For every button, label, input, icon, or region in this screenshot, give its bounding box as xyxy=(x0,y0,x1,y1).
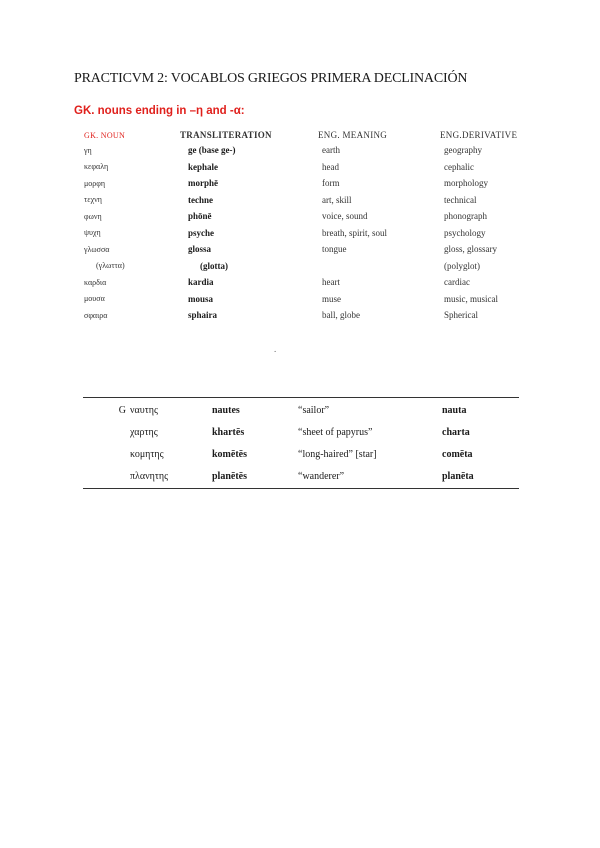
transliteration: glossa xyxy=(188,244,212,255)
transliteration: komētēs xyxy=(212,448,247,460)
gk-noun: σφαιρα xyxy=(84,310,108,320)
eng-meaning: “sailor” xyxy=(298,404,330,416)
gk-noun: μουσα xyxy=(84,294,105,304)
transliteration: ge (base ge-) xyxy=(188,145,236,156)
eng-derivative: morphology xyxy=(444,178,488,189)
latin-derivative: nauta xyxy=(442,404,467,416)
gk-noun: μορφη xyxy=(84,178,106,188)
gk-noun-cell xyxy=(84,465,212,487)
latin-derivative: planēta xyxy=(442,470,474,482)
section-subtitle: GK. nouns ending in –η and -α: xyxy=(74,105,245,117)
eng-derivative: Spherical xyxy=(444,310,478,321)
table-row xyxy=(84,142,554,159)
page-title: PRACTICVM 2: VOCABLOS GRIEGOS PRIMERA DECLINACIÓN xyxy=(74,71,468,86)
table-row xyxy=(84,258,554,275)
transliteration: phōnē xyxy=(188,211,212,222)
gk-noun: κομητης xyxy=(130,448,164,460)
eng-meaning: “sheet of papyrus” xyxy=(298,426,373,438)
latin-derivative: comēta xyxy=(442,448,473,460)
table-row xyxy=(84,307,554,324)
eng-meaning: tongue xyxy=(322,244,347,255)
eng-meaning: muse xyxy=(322,293,341,304)
gk-noun: τεχνη xyxy=(84,195,102,205)
table-bottom-rule xyxy=(83,488,519,489)
eng-meaning: voice, sound xyxy=(322,211,368,222)
gk-noun-cell xyxy=(84,399,212,421)
gk-noun-cell xyxy=(84,443,212,465)
eng-meaning: breath, spirit, soul xyxy=(322,227,387,238)
eng-meaning: “wanderer” xyxy=(298,470,345,482)
table-row xyxy=(84,159,554,176)
gk-prefix: G xyxy=(118,404,126,416)
eng-derivative: gloss, glossary xyxy=(444,244,498,255)
eng-derivative: cardiac xyxy=(444,277,470,288)
vocab-table-masculine-nouns xyxy=(84,399,474,487)
gk-noun: φωνη xyxy=(84,211,102,221)
gk-noun: γη xyxy=(84,145,92,155)
table-top-rule xyxy=(83,397,519,398)
gk-noun: καρδια xyxy=(84,277,107,287)
table-row xyxy=(84,274,554,291)
table-row xyxy=(84,421,474,443)
table-header-row xyxy=(84,128,554,142)
transliteration: kardia xyxy=(188,277,214,288)
gk-noun: (γλωττα) xyxy=(96,261,125,271)
eng-derivative: cephalic xyxy=(444,161,474,172)
table-row xyxy=(84,291,554,308)
gk-noun: κεφαλη xyxy=(84,162,109,172)
header-gk-noun: GK. NOUN xyxy=(84,130,126,140)
transliteration: morphē xyxy=(188,178,218,189)
table-row xyxy=(84,399,474,421)
table-row xyxy=(84,443,474,465)
gk-noun: γλωσσα xyxy=(84,244,110,254)
header-eng-meaning: ENG. MEANING xyxy=(318,130,388,140)
eng-derivative: geography xyxy=(444,145,482,156)
transliteration: khartēs xyxy=(212,426,245,438)
eng-meaning: ball, globe xyxy=(322,310,360,321)
eng-derivative: phonograph xyxy=(444,211,487,222)
transliteration: sphaira xyxy=(188,310,218,321)
vocab-table-first-declension xyxy=(84,128,554,324)
gk-noun-cell xyxy=(84,421,212,443)
latin-derivative: charta xyxy=(442,426,470,438)
transliteration: planētēs xyxy=(212,470,247,482)
transliteration: techne xyxy=(188,194,213,205)
transliteration: kephale xyxy=(188,161,219,172)
gk-noun: ναυτης xyxy=(130,404,158,416)
eng-derivative: psychology xyxy=(444,227,486,238)
transliteration: (glotta) xyxy=(200,260,228,271)
gk-noun: πλανητης xyxy=(130,470,169,482)
table-row xyxy=(84,225,554,242)
gk-noun: χαρτης xyxy=(130,426,158,438)
eng-meaning: “long-haired” [star] xyxy=(298,448,377,460)
stray-mark: . xyxy=(274,344,277,354)
eng-meaning xyxy=(318,258,440,275)
table-row xyxy=(84,241,554,258)
eng-meaning: art, skill xyxy=(322,194,352,205)
eng-derivative: (polyglot) xyxy=(444,260,480,271)
eng-meaning: form xyxy=(322,178,340,189)
eng-meaning: head xyxy=(322,161,339,172)
header-transliteration: TRANSLITERATION xyxy=(180,130,272,140)
eng-meaning: earth xyxy=(322,145,340,156)
table-row xyxy=(84,208,554,225)
table-row xyxy=(84,192,554,209)
transliteration: psyche xyxy=(188,227,215,238)
header-eng-derivative: ENG.DERIVATIVE xyxy=(440,130,518,140)
transliteration: mousa xyxy=(188,293,214,304)
gk-noun: ψυχη xyxy=(84,228,101,238)
eng-meaning: heart xyxy=(322,277,340,288)
transliteration: nautes xyxy=(212,404,240,416)
table-row xyxy=(84,465,474,487)
table-row xyxy=(84,175,554,192)
eng-derivative: technical xyxy=(444,194,477,205)
eng-derivative: music, musical xyxy=(444,293,498,304)
